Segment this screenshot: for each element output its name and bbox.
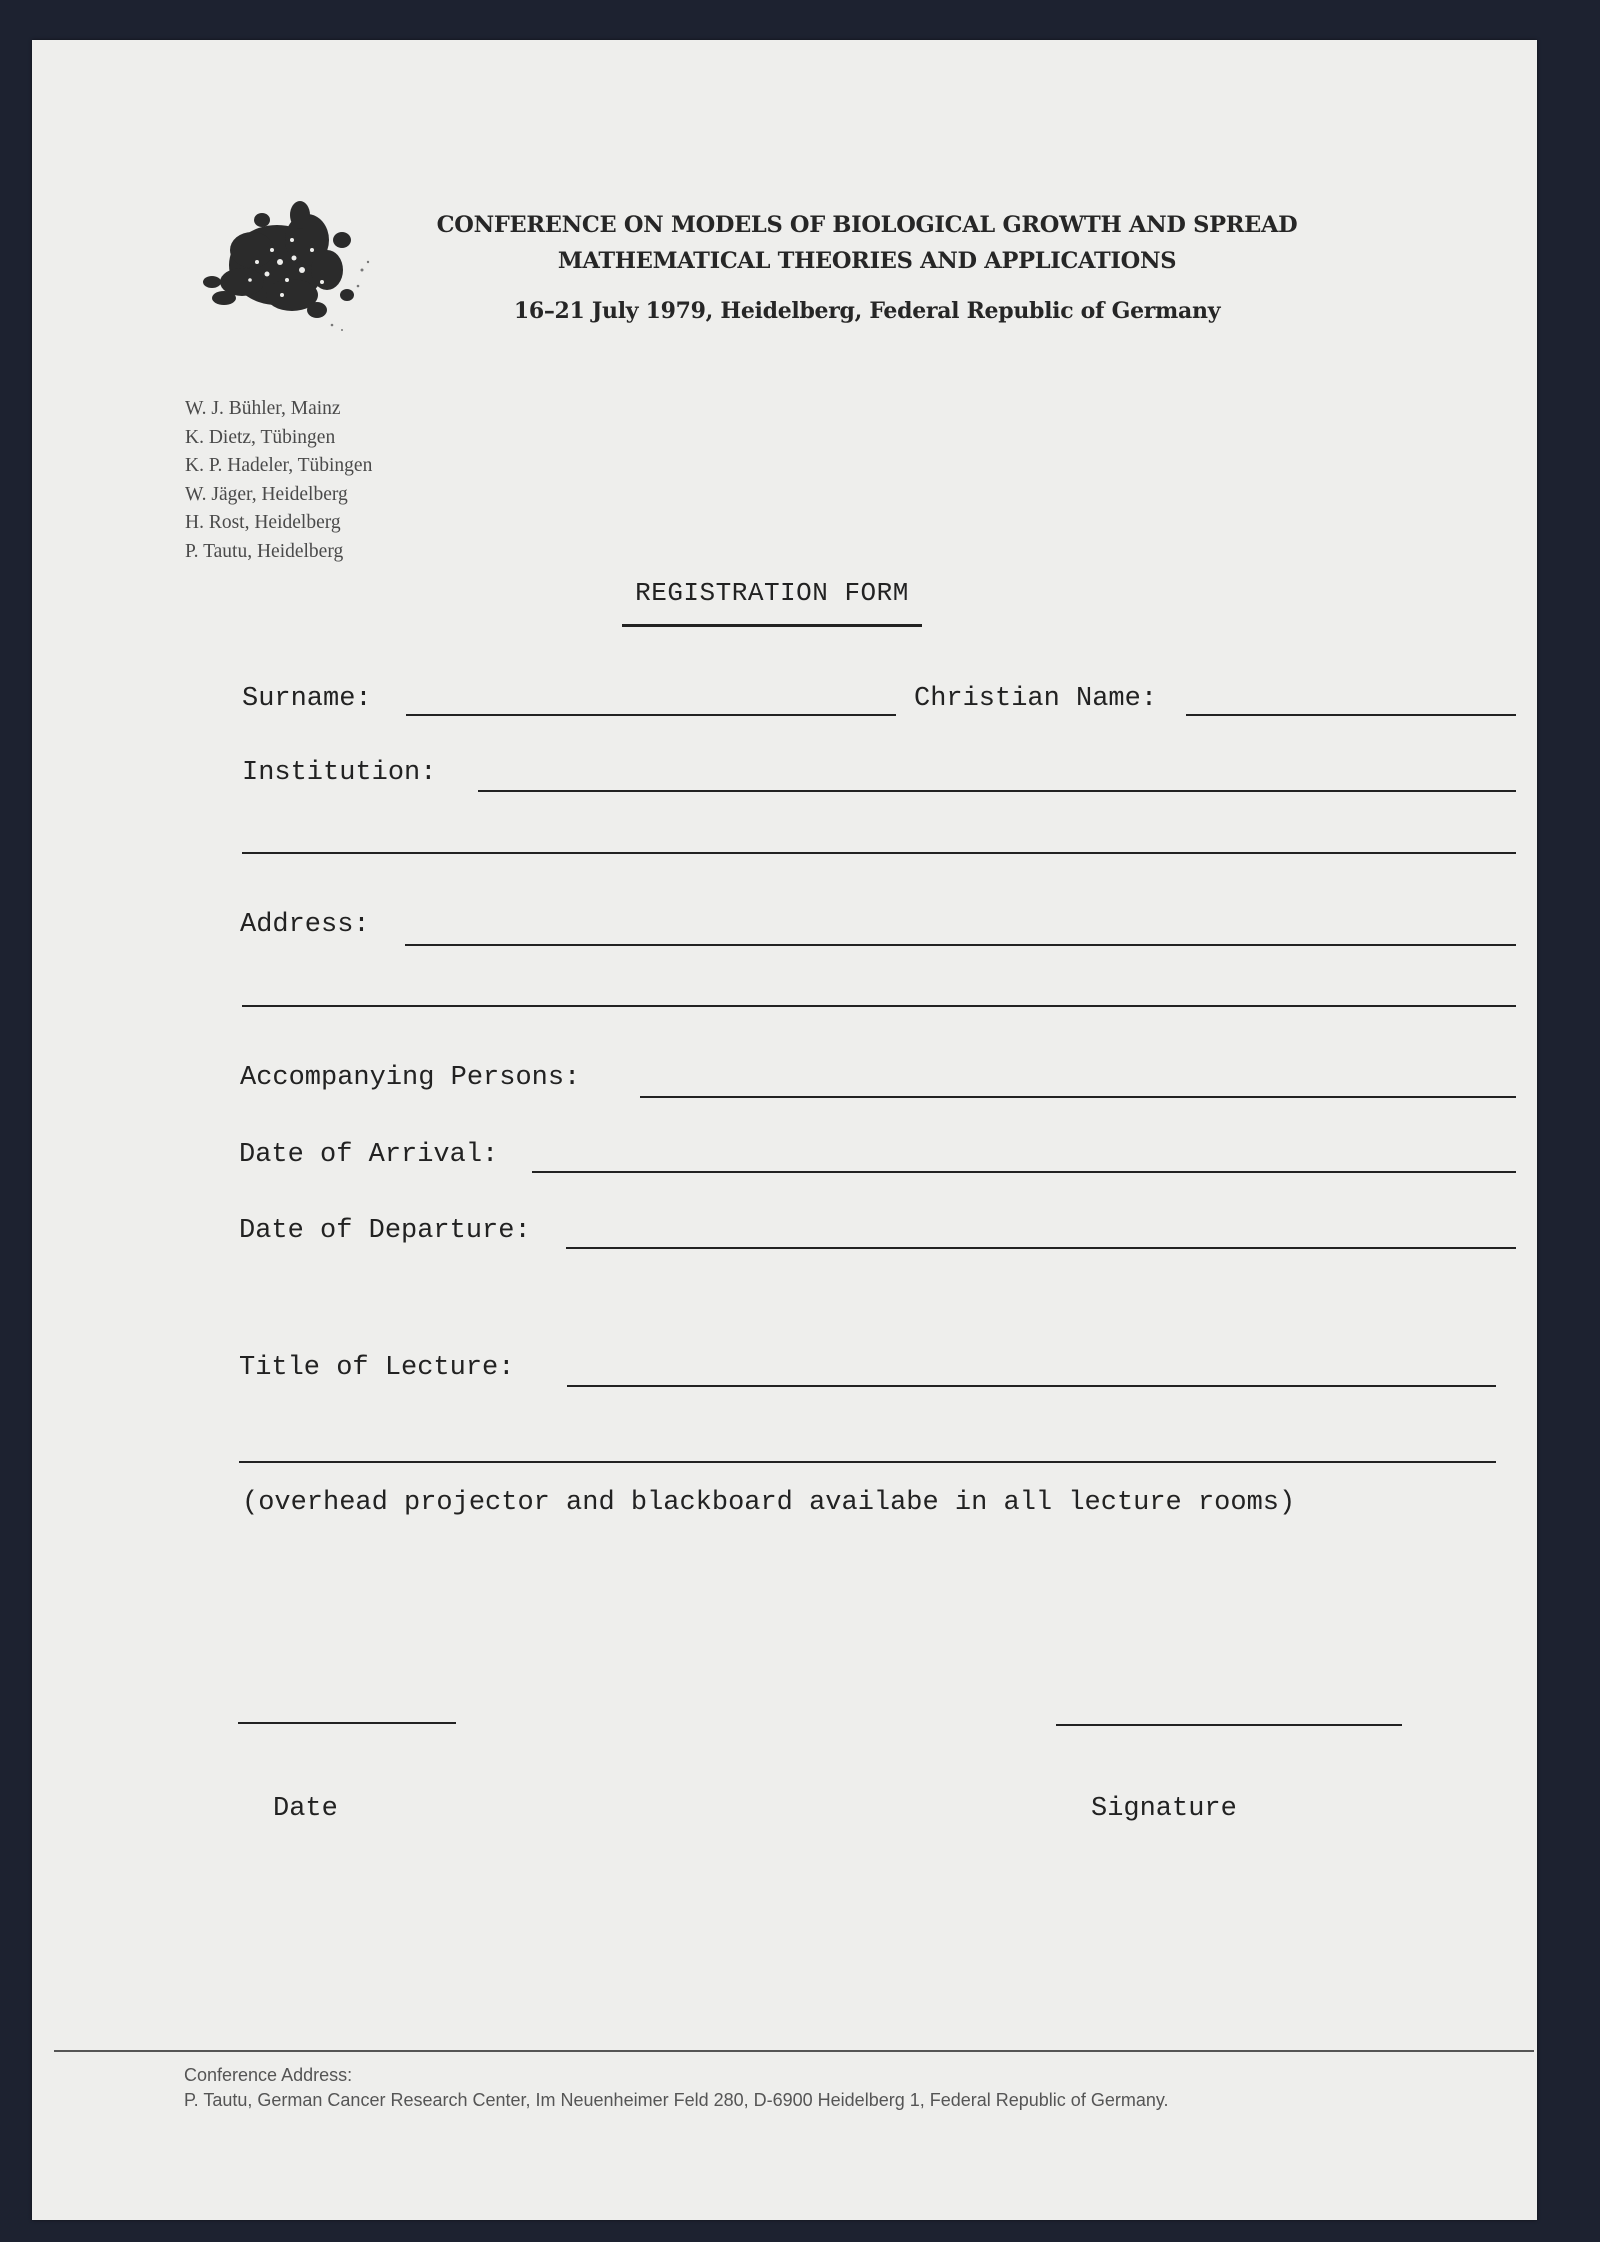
conference-date-place: 16–21 July 1979, Heidelberg, Federal Republic of Germany xyxy=(513,298,1221,324)
conference-address-text: P. Tautu, German Cancer Research Center, Im Neuenheimer Feld 280, D-6900 Heidelberg 1, Federal Republic of Germany. xyxy=(184,2090,1169,2110)
surname-label: Surname: xyxy=(242,684,372,714)
christian-name-label: Christian Name: xyxy=(914,684,1158,714)
institution-label: Institution: xyxy=(242,758,437,788)
arrival-date-field[interactable] xyxy=(532,1171,1516,1173)
conference-title-line1: CONFERENCE ON MODELS OF BIOLOGICAL GROWTH AND SPREAD xyxy=(436,212,1298,238)
surname-field[interactable] xyxy=(406,714,896,716)
form-title: REGISTRATION FORM xyxy=(635,578,909,608)
organizer-item: P. Tautu, Heidelberg xyxy=(185,540,344,562)
signature-label: Signature xyxy=(1091,1794,1237,1824)
organizer-item: W. Jäger, Heidelberg xyxy=(185,483,348,505)
footer-divider xyxy=(54,2050,1534,2052)
accompanying-persons-field[interactable] xyxy=(640,1096,1516,1098)
conference-address-block xyxy=(184,2063,1169,2113)
conference-address-heading: Conference Address: xyxy=(184,2065,353,2085)
form-title-underline xyxy=(622,624,922,627)
accompanying-persons-label: Accompanying Persons: xyxy=(240,1063,581,1093)
address-label: Address: xyxy=(240,910,370,940)
christian-name-field[interactable] xyxy=(1186,714,1516,716)
conference-title-line2: MATHEMATICAL THEORIES AND APPLICATIONS xyxy=(557,248,1177,274)
lecture-title-label: Title of Lecture: xyxy=(239,1353,515,1383)
organizer-item: K. Dietz, Tübingen xyxy=(185,426,336,448)
organizer-item: W. J. Bühler, Mainz xyxy=(185,398,341,419)
departure-date-label: Date of Departure: xyxy=(239,1216,531,1246)
institution-field[interactable] xyxy=(478,790,1516,792)
signature-field[interactable] xyxy=(1056,1724,1402,1726)
lecture-title-field-line2[interactable] xyxy=(239,1461,1496,1463)
organizer-list xyxy=(185,395,372,566)
date-label: Date xyxy=(273,1794,338,1824)
equipment-note: (overhead projector and blackboard availabe in all lecture rooms) xyxy=(242,1488,1296,1518)
organizer-item: K. P. Hadeler, Tübingen xyxy=(185,455,373,476)
departure-date-field[interactable] xyxy=(566,1247,1516,1249)
date-field[interactable] xyxy=(238,1722,456,1724)
lecture-title-field[interactable] xyxy=(567,1385,1496,1387)
organizer-item: H. Rost, Heidelberg xyxy=(185,512,341,533)
arrival-date-label: Date of Arrival: xyxy=(239,1140,499,1170)
institution-field-line2[interactable] xyxy=(242,852,1516,854)
registration-form-page xyxy=(32,40,1537,2220)
address-field[interactable] xyxy=(405,944,1516,946)
address-field-line2[interactable] xyxy=(242,1005,1516,1007)
